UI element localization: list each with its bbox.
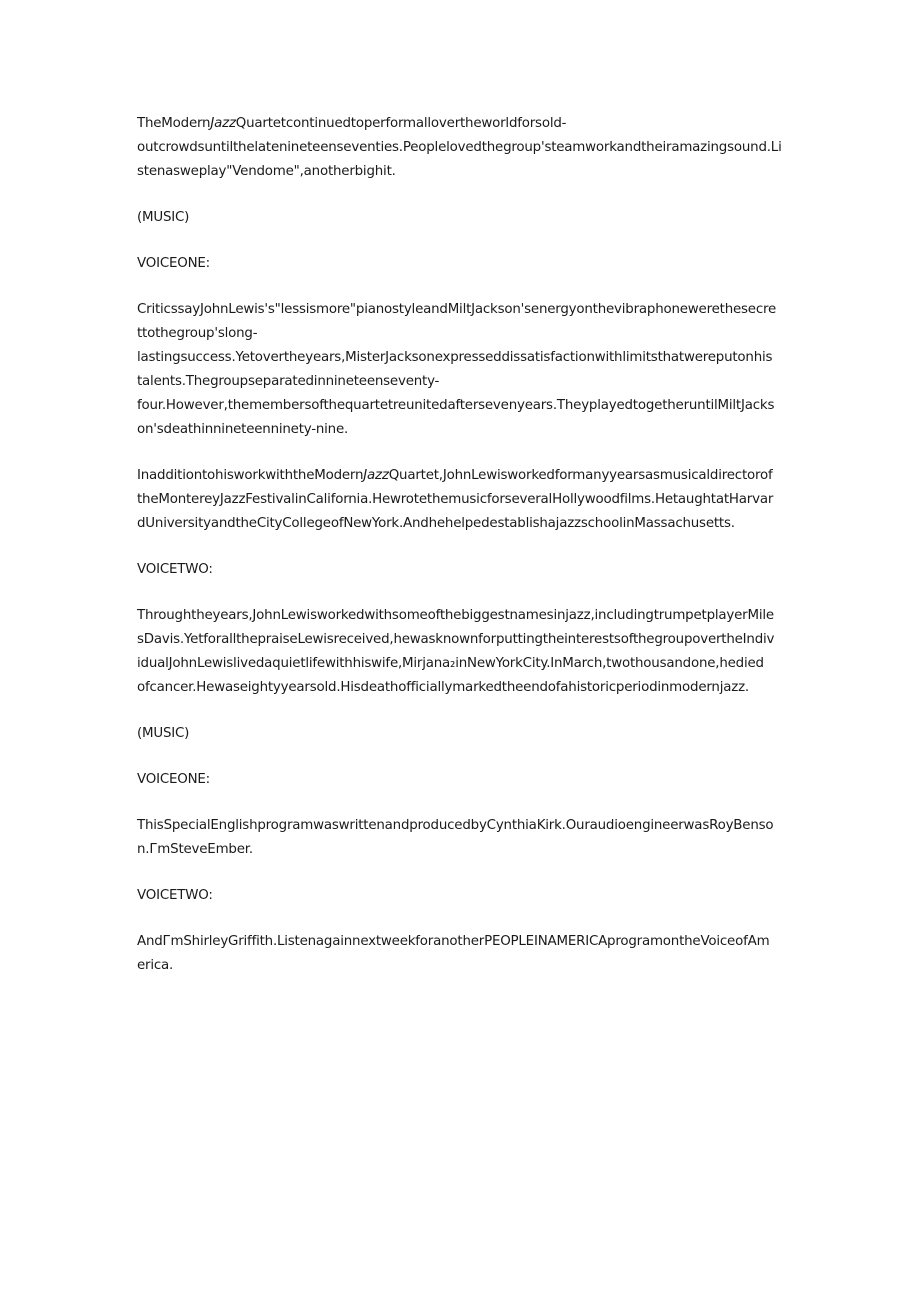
paragraph-credits: [137, 814, 783, 862]
text-line: VOICETWO:: [137, 888, 213, 903]
text-line: VOICEONE:: [137, 772, 210, 787]
text-line: VOICEONE:: [137, 256, 210, 271]
text-line: stenasweplay"Vendome",anotherbighit.: [137, 164, 396, 179]
text-line: lastingsuccess.Yetovertheyears,MisterJacksonexpresseddissatisfactionwithlimitsthatwereputonhis: [137, 350, 773, 365]
text-line: ttothegroup'slong-: [137, 326, 258, 341]
document-body: [137, 112, 783, 1000]
text-line: (MUSIC): [137, 210, 190, 225]
italic-jazz: Jazz: [363, 468, 389, 483]
text-line: sDavis.YetforallthepraiseLewisreceived,hewasknownforputtingtheinterestsofthegroupovertheIndiv: [137, 632, 775, 647]
text-line: erica.: [137, 958, 174, 973]
text-line: InadditiontohisworkwiththeModernJazzQuartet,JohnLewisworkedformanyyearsasmusicaldirectorof: [137, 468, 773, 483]
text-line: TheModernJazzQuartetcontinuedtoperformallovertheworldforsold-: [137, 116, 567, 131]
speaker-label: [137, 768, 783, 792]
speaker-label: [137, 884, 783, 908]
text-line: talents.Thegroupseparatedinnineteenseventy-: [137, 374, 440, 389]
text-line: n.ГmSteveEmber.: [137, 842, 253, 857]
text-line: four.However,themembersofthequartetreunitedaftersevenyears.TheyplayedtogetheruntilMiltJacks: [137, 398, 775, 413]
music-cue: [137, 206, 783, 230]
text-line: ThisSpecialEnglishprogramwaswrittenandproducedbyCynthiaKirk.OuraudioengineerwasRoyBenso: [137, 818, 774, 833]
paragraph-lewis-career: [137, 464, 783, 536]
text-line: theMontereyJazzFestivalinCalifornia.HewrotethemusicforseveralHollywoodfilms.HetaughtatHarvar: [137, 492, 774, 507]
text-line: CriticssayJohnLewis's"lessismore"pianostyleandMiltJackson'senergyonthevibraphonewerethesecre: [137, 302, 777, 317]
paragraph-closing: [137, 930, 783, 978]
text-line: Throughtheyears,JohnLewisworkedwithsomeofthebiggestnamesinjazz,includingtrumpetplayerMile: [137, 608, 774, 623]
paragraph-quartet-tours: [137, 112, 783, 184]
paragraph-lewis-life: [137, 604, 783, 700]
text-line: idualJohnLewislivedaquietlifewithhiswife,Mirjana₂inNewYorkCity.InMarch,twothousandone,hedied: [137, 656, 764, 671]
text-line: outcrowdsuntilthelatenineteenseventies.Peoplelovedthegroup'steamworkandtheiramazingsound.Li: [137, 140, 782, 155]
italic-jazz: Jazz: [210, 116, 236, 131]
text-line: dUniversityandtheCityCollegeofNewYork.AndhehelpedestablishajazzschoolinMassachusetts.: [137, 516, 735, 531]
paragraph-critics: [137, 298, 783, 442]
speaker-label: [137, 252, 783, 276]
music-cue: [137, 722, 783, 746]
text-line: VOICETWO:: [137, 562, 213, 577]
speaker-label: [137, 558, 783, 582]
text-line: AndГmShirleyGriffith.ListenagainnextweekforanotherPEOPLEINAMERICAprogramontheVoiceofAm: [137, 934, 770, 949]
text-line: ofcancer.Hewaseightyyearsold.Hisdeathofficiallymarkedtheendofahistoricperiodinmodernjazz.: [137, 680, 749, 695]
text-line: on'sdeathinnineteenninety-nine.: [137, 422, 349, 437]
text-line: (MUSIC): [137, 726, 190, 741]
